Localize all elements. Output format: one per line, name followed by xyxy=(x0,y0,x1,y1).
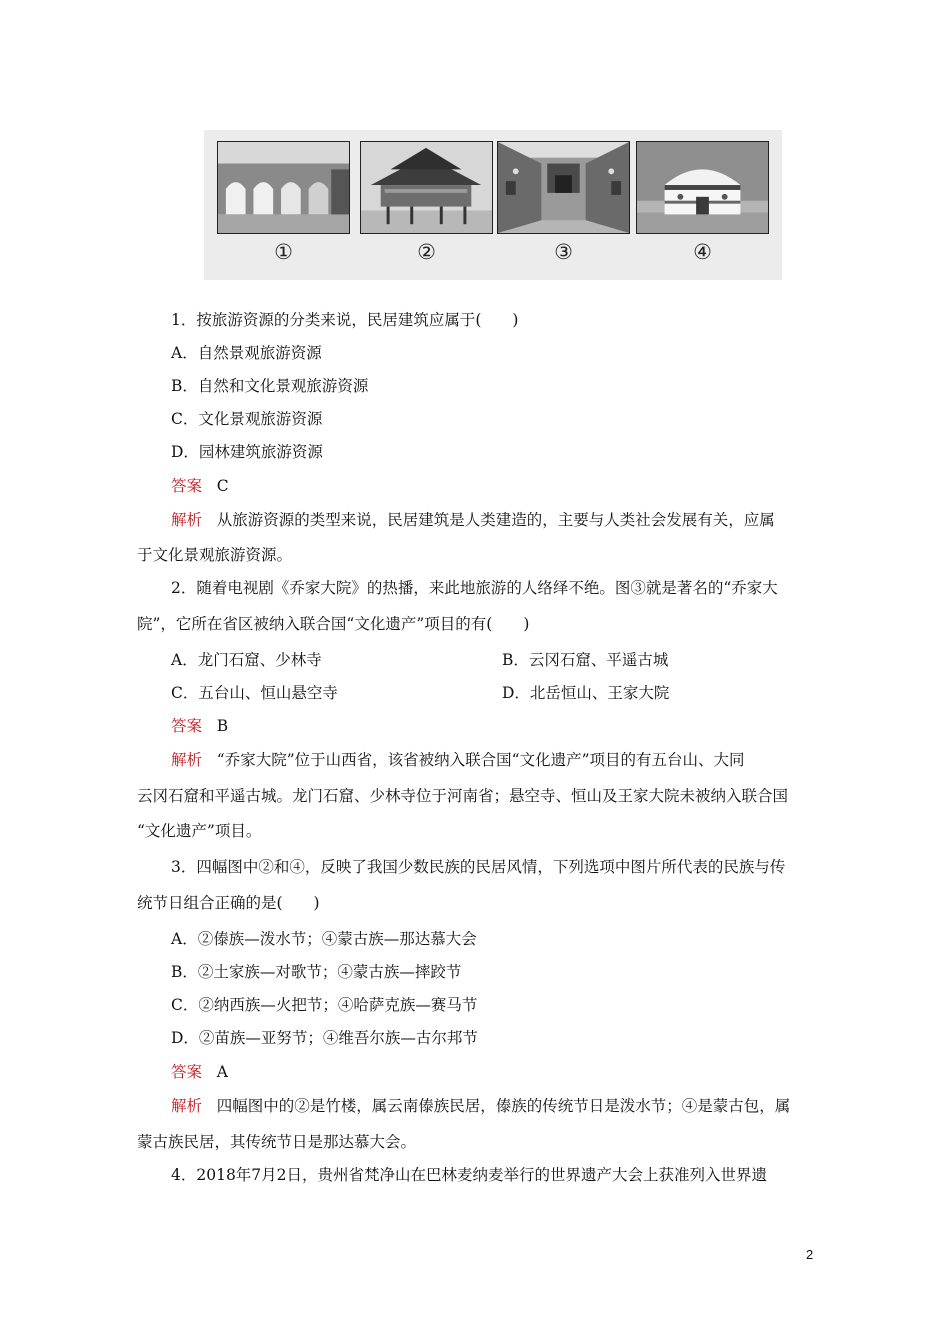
answer-label: 答案 xyxy=(171,1063,203,1081)
question-3-stem-cont: 统节日组合正确的是( ) xyxy=(137,894,320,912)
q3-answer xyxy=(171,1062,228,1082)
q3-option-d: D．②苗族—亚努节；④维吾尔族—古尔邦节 xyxy=(171,1029,478,1047)
analysis-label: 解析 xyxy=(171,751,203,769)
q1-option-a: A．自然景观旅游资源 xyxy=(171,344,322,362)
answer-value: A xyxy=(216,1063,228,1081)
q1-answer xyxy=(171,476,229,496)
answer-value: B xyxy=(216,717,229,735)
answer-label: 答案 xyxy=(171,477,203,495)
analysis-text: “乔家大院”位于山西省，该省被纳入联合国“文化遗产”项目的有五台山、大同 xyxy=(216,751,745,769)
question-3-stem: 3．四幅图中②和④，反映了我国少数民族的民居风情，下列选项中图片所代表的民族与传 xyxy=(171,858,786,876)
question-2-stem: 2．随着电视剧《乔家大院》的热播，来此地旅游的人络绎不绝。图③就是著名的“乔家大 xyxy=(171,579,778,597)
q1-option-b: B．自然和文化景观旅游资源 xyxy=(171,377,369,395)
q2-analysis xyxy=(171,750,745,770)
q2-answer xyxy=(171,716,228,736)
analysis-label: 解析 xyxy=(171,1097,203,1115)
cave-dwelling-photo xyxy=(217,141,350,234)
photo-label-1: ① xyxy=(274,240,293,264)
q2-option-a: A．龙门石窟、少林寺 xyxy=(171,651,322,669)
q2-option-c: C．五台山、恒山悬空寺 xyxy=(171,684,338,702)
analysis-label: 解析 xyxy=(171,511,203,529)
q3-option-a: A．②傣族—泼水节；④蒙古族—那达慕大会 xyxy=(171,930,477,948)
q1-option-d: D．园林建筑旅游资源 xyxy=(171,443,323,461)
q1-analysis-cont: 于文化景观旅游资源。 xyxy=(137,546,293,564)
question-1-stem: 1．按旅游资源的分类来说，民居建筑应属于( ) xyxy=(171,311,519,329)
q3-analysis-cont: 蒙古族民居，其传统节日是那达慕大会。 xyxy=(137,1133,417,1151)
q2-option-d: D．北岳恒山、王家大院 xyxy=(502,684,670,702)
photo-label-3: ③ xyxy=(554,240,573,264)
q2-option-b: B．云冈石窟、平遥古城 xyxy=(502,651,669,669)
question-4-stem: 4．2018年7月2日，贵州省梵净山在巴林麦纳麦举行的世界遗产大会上获准列入世界遗 xyxy=(171,1166,768,1184)
q3-option-c: C．②纳西族—火把节；④哈萨克族—赛马节 xyxy=(171,996,478,1014)
q2-analysis-cont-2: “文化遗产”项目。 xyxy=(137,822,262,840)
photo-label-2: ② xyxy=(417,240,436,264)
analysis-text: 从旅游资源的类型来说，民居建筑是人类建造的，主要与人类社会发展有关，应属 xyxy=(216,511,775,529)
analysis-text: 四幅图中的②是竹楼，属云南傣族民居，傣族的传统节日是泼水节；④是蒙古包，属 xyxy=(216,1097,791,1115)
question-2-stem-cont: 院”，它所在省区被纳入联合国“文化遗产”项目的有( ) xyxy=(137,615,530,633)
yurt-photo xyxy=(636,141,769,234)
answer-label: 答案 xyxy=(171,717,203,735)
qiao-compound-photo xyxy=(497,141,630,234)
architecture-figure xyxy=(204,130,782,280)
bamboo-house-photo xyxy=(360,141,493,234)
answer-value: C xyxy=(216,477,229,495)
q1-option-c: C．文化景观旅游资源 xyxy=(171,410,323,428)
q3-option-b: B．②土家族—对歌节；④蒙古族—摔跤节 xyxy=(171,963,462,981)
page-number: 2 xyxy=(806,1247,814,1262)
q2-analysis-cont-1: 云冈石窟和平遥古城。龙门石窟、少林寺位于河南省；悬空寺、恒山及王家大院未被纳入联合国 xyxy=(137,787,789,805)
q3-analysis xyxy=(171,1096,790,1116)
photo-label-4: ④ xyxy=(693,240,712,264)
q1-analysis xyxy=(171,510,775,530)
